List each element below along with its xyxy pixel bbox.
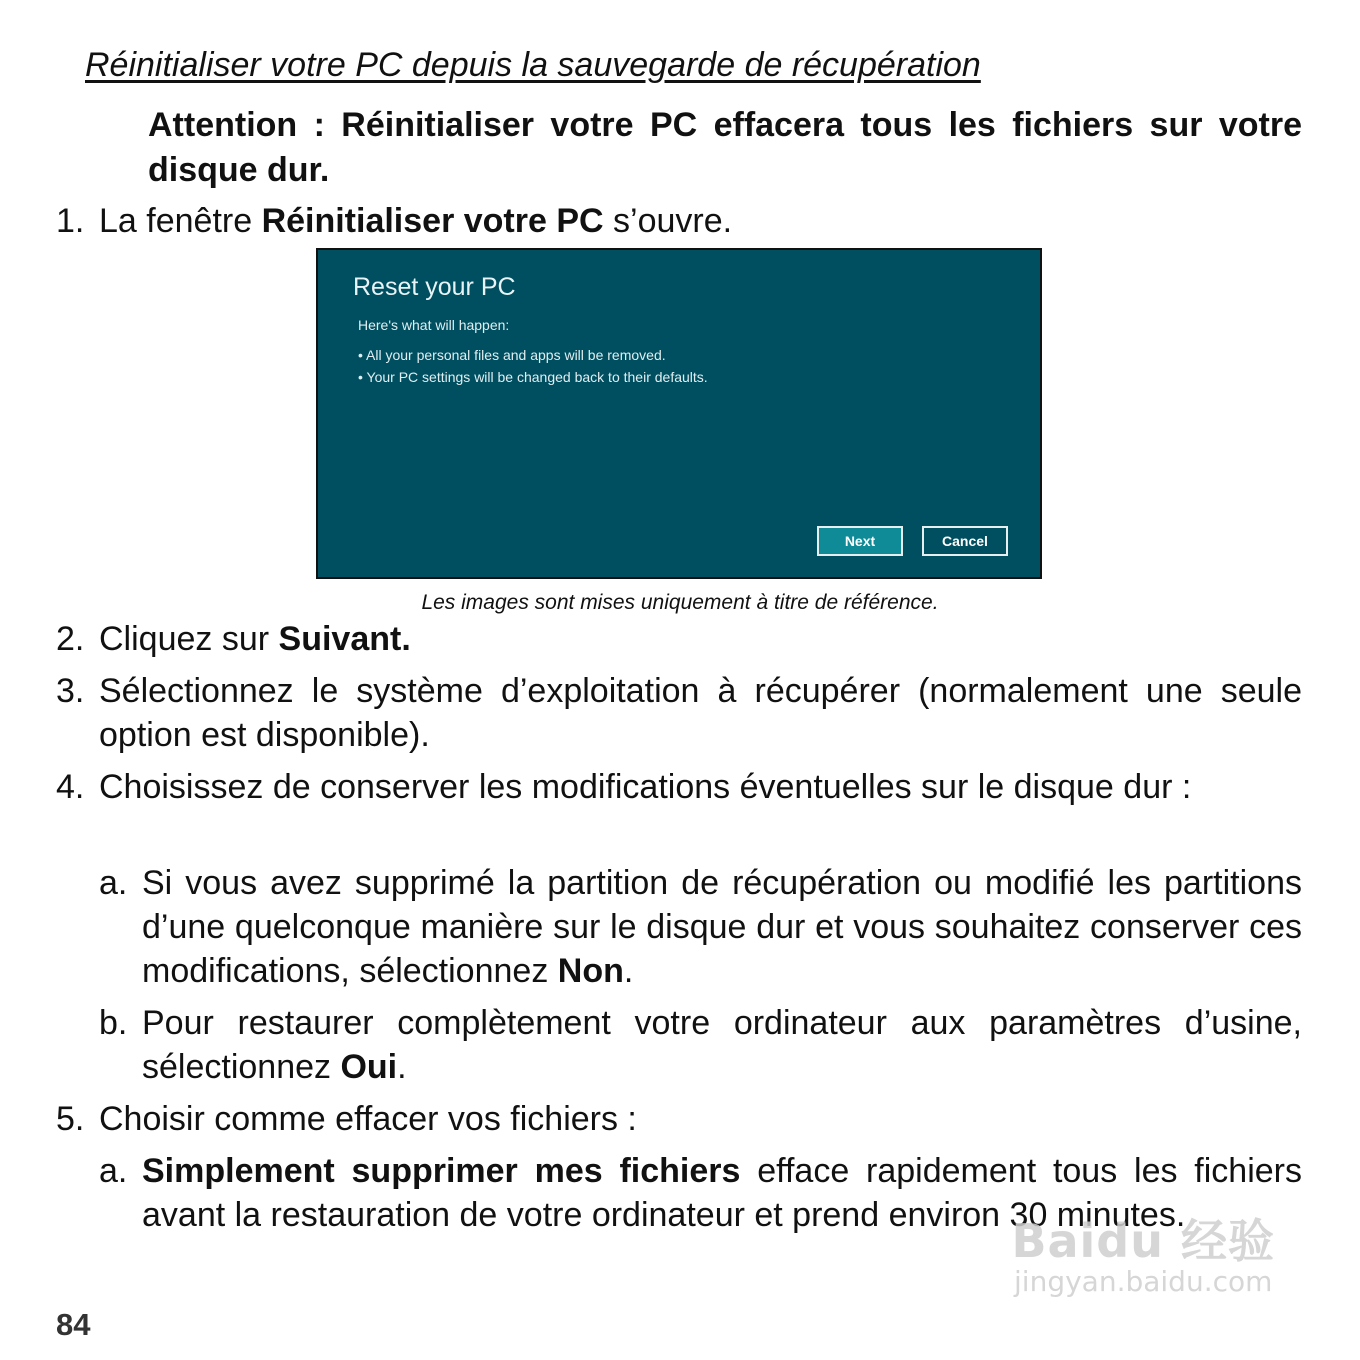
step-4-text: Choisissez de conserver les modifications éventuelles sur le disque dur : bbox=[99, 768, 1192, 806]
step-2-pre: Cliquez sur bbox=[99, 620, 279, 658]
next-button[interactable]: Next bbox=[817, 526, 903, 556]
step-1-text bbox=[99, 199, 732, 243]
watermark-url: jingyan.baidu.com bbox=[1014, 1265, 1273, 1298]
step-3-text: Sélectionnez le système d’exploitation à récupérer (normalement une seule option est disponible). bbox=[99, 672, 1302, 754]
step-4b-bold: Oui bbox=[340, 1048, 398, 1086]
dialog-subtitle: Here's what will happen: bbox=[358, 317, 510, 333]
step-number: 5. bbox=[56, 1100, 85, 1138]
dialog-bullet: • Your PC settings will be changed back to their defaults. bbox=[358, 369, 708, 385]
substep-letter: a. bbox=[99, 864, 128, 902]
step-1-pre: La fenêtre bbox=[99, 202, 262, 240]
step-number: 1. bbox=[56, 202, 85, 240]
section-heading: Réinitialiser votre PC depuis la sauvegarde de récupération bbox=[85, 46, 981, 84]
step-2-bold: Suivant. bbox=[278, 620, 411, 658]
image-caption: Les images sont mises uniquement à titre de référence. bbox=[421, 591, 939, 614]
step-number: 3. bbox=[56, 672, 85, 710]
dialog-title: Reset your PC bbox=[353, 273, 516, 301]
step-4a-body: Si vous avez supprimé la partition de récupération ou modifié les partitions d’une quelconque manière sur le disque dur et vous souhaitez conserver ces modifications, sélectionnez bbox=[142, 864, 1302, 990]
step-2-text bbox=[99, 617, 411, 661]
reset-pc-dialog-screenshot bbox=[316, 248, 1042, 579]
step-4b-post: . bbox=[397, 1048, 407, 1086]
step-number: 4. bbox=[56, 768, 85, 806]
step-5a-bold: Simplement supprimer mes fichiers bbox=[142, 1152, 741, 1190]
step-5a-body: efface rapidement tous les fichiers avant la restauration de votre ordinateur et prend environ 30 minutes. bbox=[142, 1152, 1302, 1234]
baidu-watermark bbox=[1011, 1205, 1275, 1298]
step-4a-bold: Non bbox=[557, 952, 624, 990]
step-4a-text bbox=[142, 861, 1302, 993]
cancel-button[interactable]: Cancel bbox=[922, 526, 1008, 556]
dialog-bullet: • All your personal files and apps will be removed. bbox=[358, 347, 666, 363]
step-number: 2. bbox=[56, 620, 85, 658]
step-4b-text bbox=[142, 1001, 1302, 1089]
watermark-logo: Baidu 经验 bbox=[1011, 1214, 1275, 1268]
substep-letter: b. bbox=[99, 1004, 128, 1042]
step-4a-post: . bbox=[623, 952, 634, 990]
step-5-text: Choisir comme effacer vos fichiers : bbox=[99, 1100, 637, 1138]
page-number: 84 bbox=[56, 1307, 91, 1342]
step-1-bold: Réinitialiser votre PC bbox=[261, 202, 604, 240]
step-4b-body: Pour restaurer complètement votre ordinateur aux paramètres d’usine, sélectionnez bbox=[142, 1004, 1302, 1086]
step-1-post: s’ouvre. bbox=[603, 202, 733, 240]
substep-letter: a. bbox=[99, 1152, 128, 1190]
warning-text: Attention : Réinitialiser votre PC effacera tous les fichiers sur votre disque dur. bbox=[148, 106, 1302, 189]
